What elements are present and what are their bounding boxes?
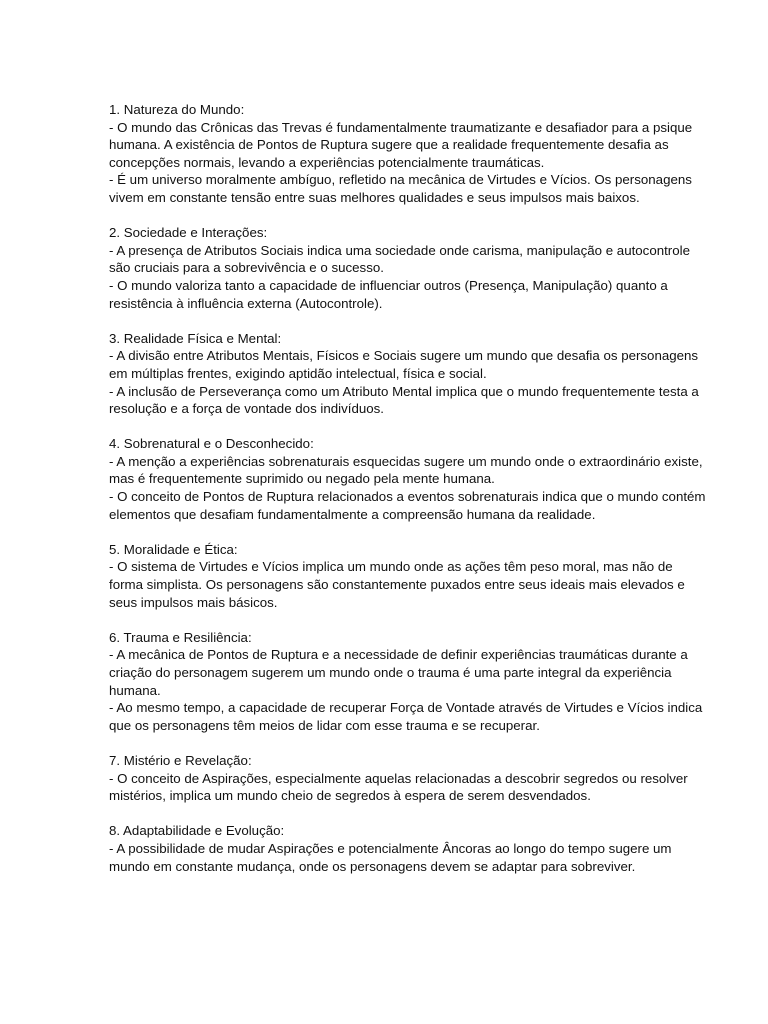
section-paragraph: - A inclusão de Perseverança como um Atributo Mental implica que o mundo frequentemente testa a resolução e a força de vontade dos indivíduos.: [109, 383, 699, 417]
section-heading: 8. Adaptabilidade e Evolução:: [109, 823, 285, 839]
section-paragraph: - A mecânica de Pontos de Ruptura e a necessidade de definir experiências traumáticas durante a criação do personagem sugerem um mundo onde o trauma é uma parte integral da experiência humana.: [109, 647, 688, 698]
section-realidade-fisica-e-mental: [109, 330, 709, 418]
section-heading: 5. Moralidade e Ética:: [109, 541, 238, 557]
section-moralidade-e-etica: [109, 541, 709, 611]
section-heading: 1. Natureza do Mundo:: [109, 102, 245, 117]
section-paragraph: - O conceito de Aspirações, especialmente aquelas relacionadas a descobrir segredos ou resolver mistérios, implica um mundo cheio de segredos à espera de serem desvendados.: [109, 770, 688, 804]
section-paragraph: - O sistema de Virtudes e Vícios implica um mundo onde as ações têm peso moral, mas não de forma simplista. Os personagens são constantemente puxados entre seus ideais mais elevados e seus impulsos mais básicos.: [109, 559, 685, 610]
document-body: [109, 101, 709, 893]
section-paragraph: - É um universo moralmente ambíguo, refletido na mecânica de Virtudes e Vícios. Os personagens vivem em constante tensão entre suas melhores qualidades e seus impulsos mais baixos.: [109, 172, 692, 205]
section-paragraph: - O mundo das Crônicas das Trevas é fundamentalmente traumatizante e desafiador para a psique humana. A existência de Pontos de Ruptura sugere que a realidade frequentemente desafia as concepções normais, levando a experiências potencialmente traumáticas.: [109, 119, 693, 170]
section-sobrenatural-e-o-desconhecido: [109, 435, 709, 523]
section-adaptabilidade-e-evolucao: [109, 822, 709, 875]
section-paragraph: - O mundo valoriza tanto a capacidade de influenciar outros (Presença, Manipulação) quanto a resistência à influência externa (Autocontrole).: [109, 277, 668, 311]
section-paragraph: - A menção a experiências sobrenaturais esquecidas sugere um mundo onde o extraordinário existe, mas é frequentemente suprimido ou negado pela mente humana.: [109, 453, 703, 487]
section-paragraph: - Ao mesmo tempo, a capacidade de recuperar Força de Vontade através de Virtudes e Vícios indica que os personagens têm meios de lidar com esse trauma e se recuperar.: [109, 700, 703, 733]
section-paragraph: - A divisão entre Atributos Mentais, Físicos e Sociais sugere um mundo que desafia os personagens em múltiplas frentes, exigindo aptidão intelectual, física e social.: [109, 348, 699, 381]
section-heading: 7. Mistério e Revelação:: [109, 752, 252, 768]
section-heading: 3. Realidade Física e Mental:: [109, 330, 282, 346]
section-paragraph: - A possibilidade de mudar Aspirações e potencialmente Âncoras ao longo do tempo sugere um mundo em constante mudança, onde os personagens devem se adaptar para sobreviver.: [109, 840, 672, 874]
section-natureza-do-mundo: [109, 101, 709, 207]
section-heading: 2. Sociedade e Interações:: [109, 225, 268, 241]
section-trauma-e-resiliencia: [109, 629, 709, 735]
section-heading: 4. Sobrenatural e o Desconhecido:: [109, 436, 314, 452]
section-misterio-e-revelacao: [109, 752, 709, 805]
section-sociedade-e-interacoes: [109, 224, 709, 312]
section-paragraph: - A presença de Atributos Sociais indica uma sociedade onde carisma, manipulação e autocontrole são cruciais para a sobrevivência e o sucesso.: [109, 242, 690, 276]
section-paragraph: - O conceito de Pontos de Ruptura relacionados a eventos sobrenaturais indica que o mundo contém elementos que desafiam fundamentalmente a compreensão humana da realidade.: [109, 489, 706, 522]
section-heading: 6. Trauma e Resiliência:: [109, 629, 252, 645]
